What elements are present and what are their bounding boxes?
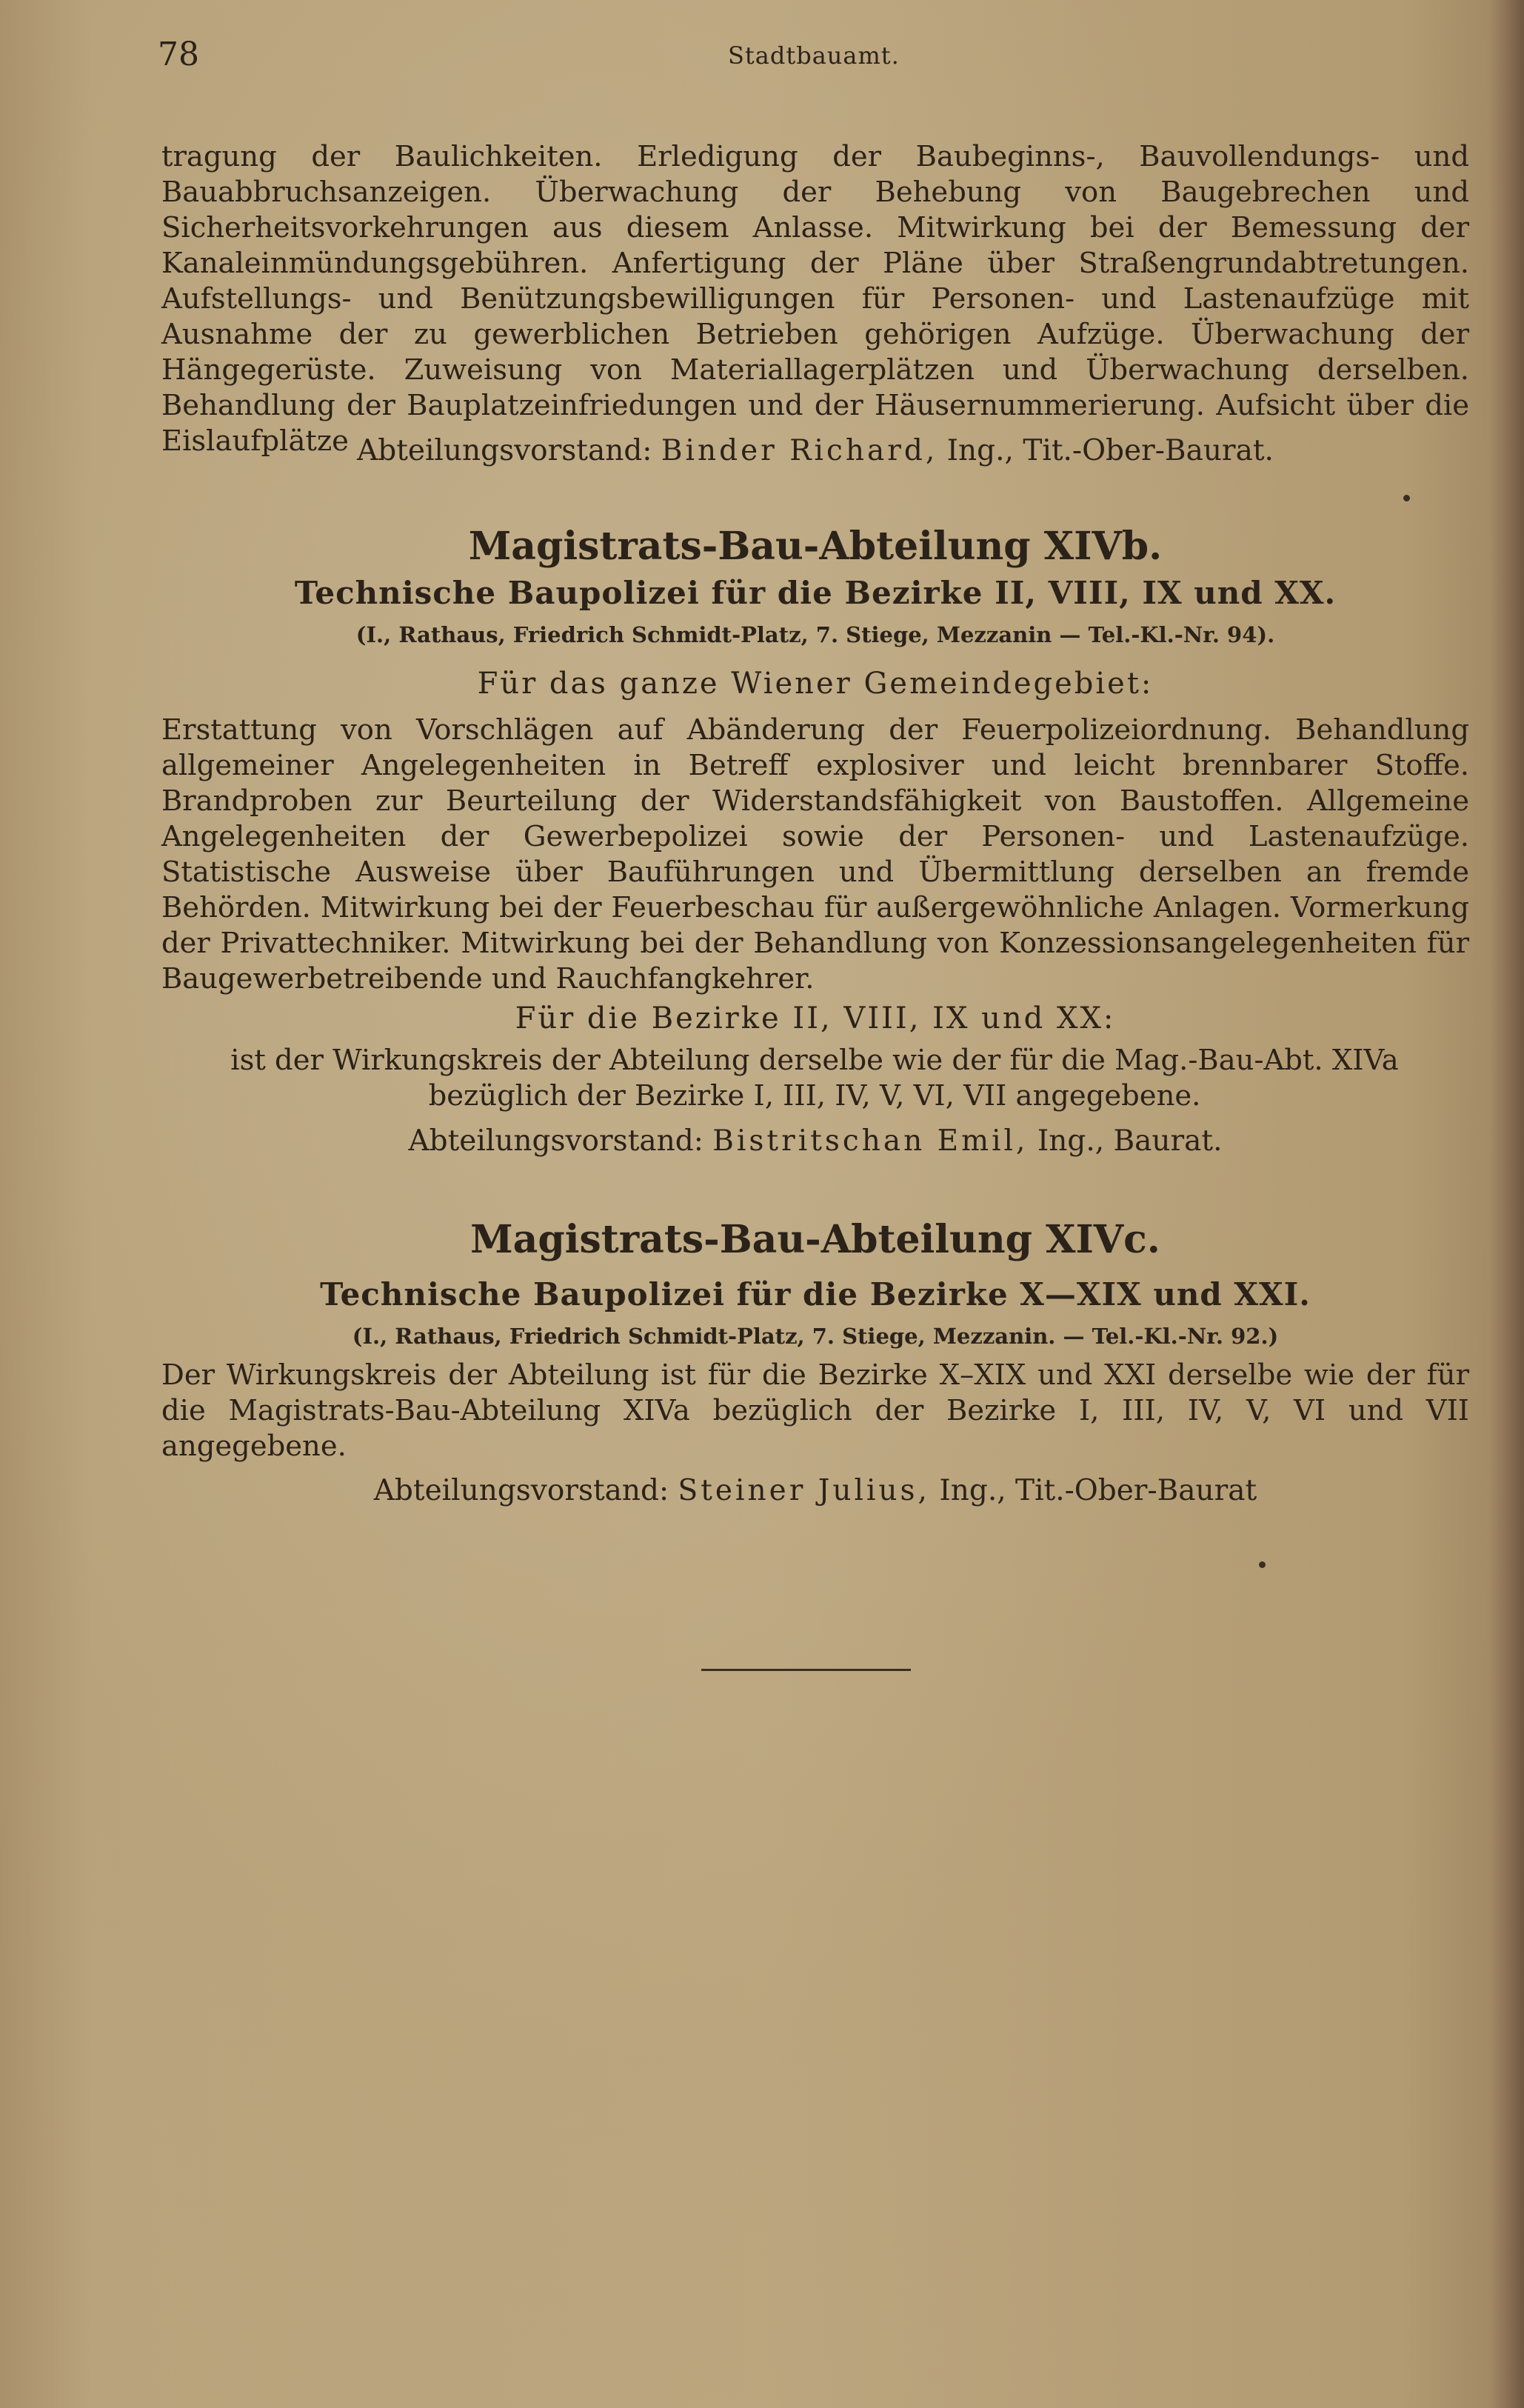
dept-xivb-scope-districts: Für die Bezirke II, VIII, IX und XX: <box>515 1001 1116 1035</box>
dept-xivc-chief-line <box>161 1474 1469 1507</box>
chief-title: Ing., Tit.-Ober-Baurat <box>939 1474 1257 1507</box>
dept-xivb-paragraph-all: Erstattung von Vorschlägen auf Abänderung der Feuerpolizeiordnung. Behandlung allgemeiner Angelegenheiten in Betreff explosiver und leicht brennbarer Stoffe. Brandproben zur Beurteilung der Widerstandsfähigkeit von Baustoffen. Allgemeine Angelegenheiten der Gewerbepolizei sowie der Personen- und Lastenaufzüge. Statistische Ausweise über Bauführungen und Übermittlung derselben an fremde Behörden. Mitwirkung bei der Feuerbeschau für außergewöhnliche Anlagen. Vormerkung der Privattechniker. Mitwirkung bei der Behandlung von Konzessionsangelegenheiten für Baugewerbetreibende und Rauchfangkehrer. <box>161 713 1469 995</box>
dept-xivc-heading: Magistrats-Bau-Abteilung XIVc. <box>470 1217 1160 1262</box>
chief-name: Bistritschan Emil, <box>712 1124 1029 1158</box>
intro-chief-line <box>161 434 1469 467</box>
dept-xivb-heading: Magistrats-Bau-Abteilung XIVb. <box>468 524 1163 569</box>
dept-xivb-address: (I., Rathaus, Friedrich Schmidt-Platz, 7. Stiege, Mezzanin — Tel.-Kl.-Nr. 94). <box>355 622 1275 647</box>
chief-name: Steiner Julius, <box>678 1474 930 1507</box>
page-edge-shadow <box>1490 0 1524 2408</box>
ink-speck <box>1403 495 1410 501</box>
chief-title: Ing., Baurat. <box>1037 1124 1223 1158</box>
dept-xivb-paragraph-districts: ist der Wirkungskreis der Abteilung derselbe wie der für die Mag.-Bau-Abt. XIVa bezüglich der Bezirke I, III, IV, V, VI, VII angegebene. <box>230 1044 1399 1113</box>
chief-label: Abteilungsvorstand: <box>408 1124 703 1158</box>
dept-xivc-address: (I., Rathaus, Friedrich Schmidt-Platz, 7. Stiege, Mezzanin. — Tel.-Kl.-Nr. 92.) <box>352 1324 1279 1349</box>
chief-title: Ing., Tit.-Ober-Baurat. <box>946 434 1274 467</box>
page-header <box>158 36 1472 80</box>
running-title: Stadtbauamt. <box>728 41 900 70</box>
ink-speck <box>1259 1561 1266 1568</box>
chief-name: Binder Richard, <box>661 434 938 467</box>
dept-xivb-subheading: Technische Baupolizei für die Bezirke II, VIII, IX und XX. <box>294 575 1337 611</box>
end-rule <box>701 1669 911 1671</box>
dept-xivc-paragraph: Der Wirkungskreis der Abteilung ist für die Bezirke X–XIX und XXI derselbe wie der für die Magistrats-Bau-Abteilung XIVa bezüglich der Bezirke I, III, IV, V, VI und VII angegebene. <box>161 1358 1469 1463</box>
chief-label: Abteilungsvorstand: <box>357 434 652 467</box>
dept-xivb-scope-all: Für das ganze Wiener Gemeindegebiet: <box>477 667 1154 701</box>
intro-paragraph: tragung der Baulichkeiten. Erledigung der Baubeginns-, Bauvollendungs- und Bauabbruchsanzeigen. Überwachung der Behebung von Baugebrechen und Sicherheitsvorkehrungen aus diesem Anlasse. Mitwirkung bei der Bemessung der Kanaleinmündungsgebühren. Anfertigung der Pläne über Straßengrundabtretungen. Aufstellungs- und Benützungsbewilligungen für Personen- und Lastenaufzüge mit Ausnahme der zu gewerblichen Betrieben gehörigen Aufzüge. Überwachung der Hängegerüste. Zuweisung von Materiallagerplätzen und Überwachung derselben. Behandlung der Bauplatzeinfriedungen und der Häusernummerierung. Aufsicht über die Eislaufplätze <box>161 140 1469 458</box>
page-number: 78 <box>158 36 199 73</box>
dept-xivc-subheading: Technische Baupolizei für die Bezirke X—XIX und XXI. <box>320 1276 1311 1313</box>
dept-xivb-chief-line <box>161 1124 1469 1158</box>
chief-label: Abteilungsvorstand: <box>373 1474 669 1507</box>
